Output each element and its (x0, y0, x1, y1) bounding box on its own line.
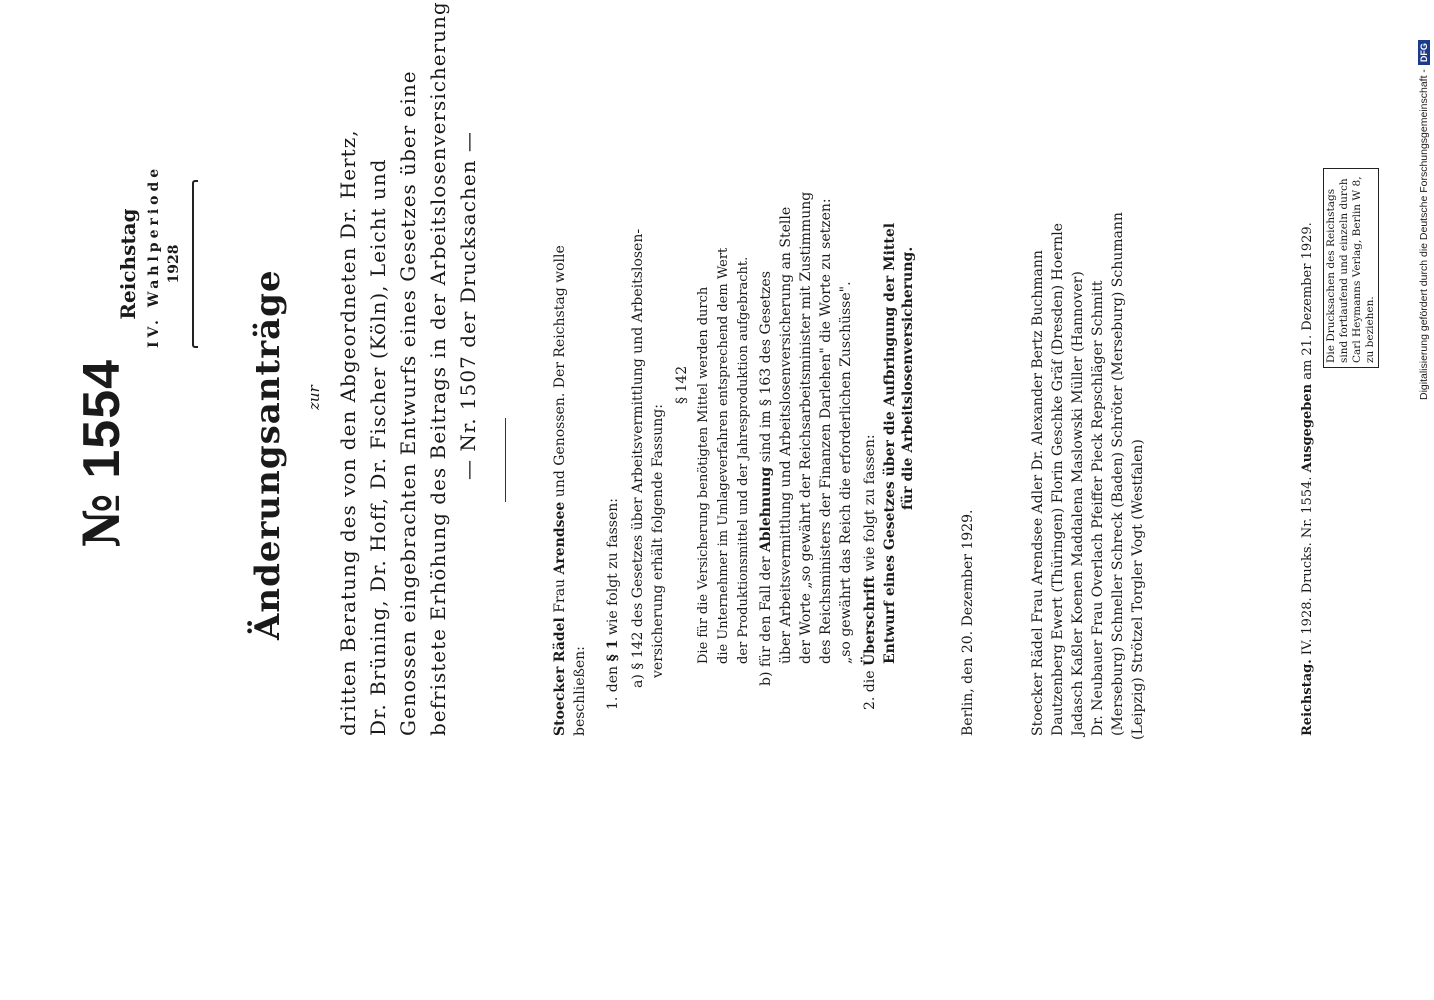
reichstag-title: Reichstag (116, 208, 140, 320)
mover-name: Arendsee (552, 501, 568, 575)
mover-frau: Frau (552, 578, 568, 613)
digitization-text: Digitalisierung gefördert durch die Deutsche Forschungsgemeinschaft - (1418, 69, 1430, 400)
publisher-note: Die Drucksachen des Reichstags sind fortlaufend und einzeln durch Carl Heymanns Verlag, Berlin W 8, zu beziehen. (1323, 168, 1379, 368)
new-title-line: für die Arbeitslosenversicherung. (900, 246, 916, 510)
page-title: Änderungsanträge (248, 269, 288, 640)
footer-label: Reichstag. (1300, 659, 1315, 736)
footer-issued: am 21. Dezember 1929. (1300, 222, 1315, 380)
paragraph-text: die Unternehmer im Umlageverfahren entsprechend dem Wert (716, 247, 731, 664)
wahlperiode: IV. Wahlperiode (146, 164, 162, 348)
zur-label: zur (305, 385, 323, 410)
item-1-suffix: wie folgt zu fassen: (605, 497, 621, 636)
item-1b (758, 271, 774, 686)
divider (505, 418, 506, 502)
item-1b-line: der Worte „so gewährt der Reichsarbeitsminister mit Zustimmung (798, 191, 814, 664)
mover-name: Rädel (552, 617, 568, 663)
dfg-logo: DFG (1418, 40, 1430, 65)
item-2-prefix: 2. die (862, 670, 878, 710)
document-number (72, 359, 132, 548)
item-1-prefix: 1. den (605, 665, 621, 710)
digitization-credit (1418, 40, 1430, 400)
item-1-section: § 1 (605, 639, 621, 662)
mover-line: beschließen: (572, 646, 588, 736)
new-title-line: Entwurf eines Gesetzes über die Aufbringung der Mittel (882, 222, 898, 664)
item-1b-line: „so gewährt das Reich die erforderlichen Zuschüsse". (838, 281, 854, 664)
paragraph-text: Die für die Versicherung benötigten Mittel werden durch (696, 286, 711, 664)
number-value: 1554 (73, 358, 131, 479)
item-2 (862, 434, 878, 710)
item-1 (605, 498, 621, 710)
signatories-line: Dr. Neubauer Frau Overlach Pfeiffer Pieck Repschläger Schmitt (1090, 280, 1106, 736)
signatories-line: (Merseburg) Schneller Schreck (Baden) Schröter (Merseburg) Schumann (1110, 212, 1126, 736)
signatories-line: Dautzenberg Ewert (Thüringen) Florin Geschke Gräf (Dresden) Hoernle (1050, 223, 1066, 736)
item-1b-line: über Arbeitsvermittlung und Arbeitslosenversicherung an Stelle (778, 206, 794, 664)
item-1a-line: a) § 142 des Gesetzes über Arbeitsvermittlung und Arbeitslosen- (630, 228, 646, 688)
reichstag-brace (192, 180, 198, 348)
signatories-line: Jadasch Kaßler Koenen Maddalena Maslowski Müller (Hannover) (1070, 271, 1086, 736)
intro-line: Genossen eingebrachten Entwurfs eines Gesetzes über eine (396, 70, 420, 736)
intro-line: Dr. Brüning, Dr. Hoff, Dr. Fischer (Köln), Leicht und (366, 158, 390, 736)
footer-text: IV. 1928. Drucks. Nr. 1554. (1300, 476, 1315, 656)
date-line: Berlin, den 20. Dezember 1929. (960, 509, 976, 736)
paragraph-text: der Produktionsmittel und der Jahresproduktion aufgebracht. (736, 256, 751, 664)
item-2-suffix: wie folgt zu fassen: (862, 434, 878, 572)
intro-line: befristete Erhöhung des Beitrags in der Arbeitslosenversicherung (426, 1, 450, 736)
footer-issued-label: Ausgegeben (1300, 383, 1315, 473)
intro-line: — Nr. 1507 der Drucksachen — (456, 131, 480, 480)
reichstag-block (116, 164, 196, 348)
item-1b-prefix: b) für den Fall der (758, 556, 774, 686)
wahlperiode-year: 1928 (166, 244, 182, 284)
paragraph-heading: § 142 (674, 365, 690, 404)
item-1b-suffix: sind im § 163 des Gesetzes (758, 271, 774, 463)
signatories-line: Stoecker Rädel Frau Arendsee Adler Dr. Alexander Bertz Buchmann (1030, 250, 1046, 736)
number-sign: № (72, 492, 131, 548)
intro-line: dritten Beratung des von den Abgeordneten Dr. Hertz, (336, 129, 360, 736)
item-1b-bold: Ablehnung (758, 466, 774, 553)
item-2-bold: Überschrift (862, 575, 878, 666)
signatories-line: (Leipzig) Strötzel Torgler Vogt (Westfalen) (1130, 439, 1146, 740)
item-1a-line: versicherung erhält folgende Fassung: (650, 404, 666, 678)
mover-rest: und Genossen. Der Reichstag wolle (552, 245, 568, 498)
mover-name: Stoecker (552, 666, 568, 736)
footer-line (1300, 222, 1315, 736)
mover-line (552, 245, 568, 736)
item-1b-line: des Reichsministers der Finanzen Darlehen" die Worte zu setzen: (818, 198, 834, 664)
